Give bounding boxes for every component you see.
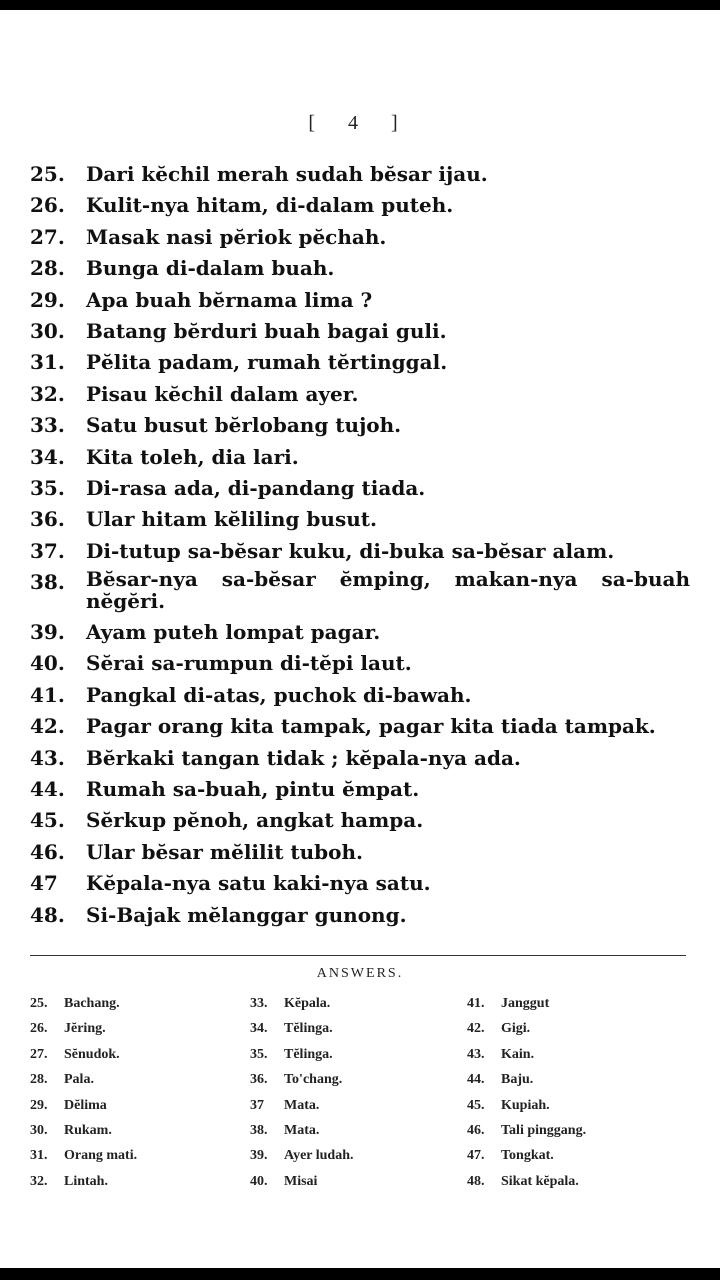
answer-item: [30, 1172, 230, 1197]
riddle-text: Apa buah bĕrnama lima ?: [86, 287, 373, 312]
riddle-item: [30, 869, 690, 900]
riddle-text: Pisau kĕchil dalam ayer.: [86, 381, 359, 406]
answer-item: [250, 1121, 450, 1146]
answer-text: Bachang.: [64, 996, 120, 1011]
riddle-item: [30, 160, 690, 191]
riddle-number: 31.: [30, 350, 65, 375]
answer-item: [467, 1121, 687, 1146]
answer-number: 30.: [30, 1122, 48, 1138]
answer-item: [30, 1019, 230, 1044]
answer-item: [467, 1096, 687, 1121]
riddle-text: Ular hitam kĕliling busut.: [86, 507, 377, 532]
answer-number: 27.: [30, 1046, 48, 1062]
riddle-number: 47: [30, 871, 58, 896]
answer-text: Sĕnudok.: [64, 1046, 120, 1062]
riddle-text: Kita toleh, dia lari.: [86, 444, 299, 469]
answer-text: Pala.: [64, 1072, 94, 1088]
answer-number: 34.: [250, 1021, 268, 1037]
answers-column-2: [250, 994, 450, 1197]
riddle-number: 35.: [30, 475, 65, 500]
answer-text: Orang mati.: [64, 1148, 138, 1164]
answer-number: 37: [250, 1097, 264, 1113]
answer-text: Janggut: [501, 996, 550, 1011]
riddle-item: [30, 838, 690, 869]
riddle-number: 30.: [30, 318, 65, 343]
answer-number: 44.: [467, 1072, 485, 1088]
riddle-item: [30, 505, 690, 536]
riddle-text: Satu busut bĕrlobang tujoh.: [86, 413, 402, 438]
riddle-text: Pangkal di-atas, puchok di-bawah.: [86, 682, 472, 707]
answer-item: [467, 994, 687, 1019]
answer-number: 38.: [250, 1122, 268, 1138]
riddle-text: Sĕrai sa-rumpun di-tĕpi laut.: [86, 651, 412, 676]
riddle-number: 32.: [30, 381, 65, 406]
answers-column-3: [467, 994, 687, 1197]
answer-number: 36.: [250, 1072, 268, 1088]
riddle-number: 37.: [30, 538, 65, 563]
riddle-item: [30, 537, 690, 568]
answer-text: Gigi.: [501, 1021, 531, 1037]
riddle-text: Pagar orang kita tampak, pagar kita tiada tampak.: [86, 714, 656, 739]
answer-number: 43.: [467, 1046, 485, 1062]
answer-number: 28.: [30, 1072, 48, 1088]
answer-text: Mata.: [284, 1097, 320, 1113]
riddle-item: [30, 286, 690, 317]
answer-item: [30, 1045, 230, 1070]
answer-text: Tongkat.: [501, 1148, 554, 1164]
top-black-bar: [0, 0, 720, 10]
riddle-text: Sĕrkup pĕnoh, angkat hampa.: [86, 808, 424, 833]
answer-text: Lintah.: [64, 1173, 108, 1189]
answer-text: Tali pinggang.: [501, 1122, 587, 1138]
answer-number: 39.: [250, 1148, 268, 1164]
riddle-number: 43.: [30, 745, 65, 770]
answer-item: [30, 1121, 230, 1146]
riddle-text: Rumah sa-buah, pintu ĕmpat.: [86, 777, 420, 802]
riddle-text: Si-Bajak mĕlanggar gunong.: [86, 902, 407, 927]
riddle-number: 27.: [30, 224, 65, 249]
answer-number: 41.: [467, 996, 485, 1011]
riddle-item: [30, 254, 690, 285]
riddle-text: Ayam puteh lompat pagar.: [86, 620, 381, 645]
riddle-item: [30, 744, 690, 775]
riddle-item: [30, 191, 690, 222]
riddle-text: Masak nasi pĕriok pĕchah.: [86, 224, 387, 249]
answer-item: [467, 1019, 687, 1044]
answer-text: Ayer ludah.: [284, 1148, 354, 1164]
answer-number: 47.: [467, 1148, 485, 1164]
riddle-number: 25.: [30, 162, 65, 186]
answer-text: Kĕpala.: [284, 996, 331, 1011]
answer-number: 40.: [250, 1173, 268, 1189]
riddle-item: [30, 712, 690, 743]
riddle-number: 34.: [30, 444, 65, 469]
riddle-number: 46.: [30, 839, 65, 864]
answer-item: [250, 1019, 450, 1044]
answer-number: 32.: [30, 1173, 48, 1189]
answer-text: Kupiah.: [501, 1097, 550, 1113]
answer-item: [250, 994, 450, 1019]
riddle-list: [30, 160, 690, 932]
answer-text: Tĕlinga.: [284, 1046, 333, 1062]
riddle-item: [30, 901, 690, 932]
answer-text: Rukam.: [64, 1122, 112, 1138]
riddle-number: 42.: [30, 714, 65, 739]
riddle-item: [30, 568, 690, 618]
riddle-item: [30, 411, 690, 442]
answer-number: 42.: [467, 1021, 485, 1037]
answer-text: Kain.: [501, 1046, 535, 1062]
riddle-number: 45.: [30, 808, 65, 833]
answer-number: 25.: [30, 996, 48, 1011]
answers-column-1: [30, 994, 230, 1197]
answer-number: 29.: [30, 1097, 48, 1113]
answer-text: To'chang.: [284, 1072, 343, 1088]
answer-item: [467, 1070, 687, 1095]
riddle-item: [30, 649, 690, 680]
answer-text: Tĕlinga.: [284, 1021, 333, 1037]
bottom-black-bar: [0, 1268, 720, 1280]
riddle-number: 40.: [30, 651, 65, 676]
riddle-text: Di-rasa ada, di-pandang tiada.: [86, 475, 426, 500]
answer-item: [30, 994, 230, 1019]
answer-text: Misai: [284, 1173, 318, 1189]
answers-heading: ANSWERS.: [316, 966, 404, 981]
riddle-text: Di-tutup sa-bĕsar kuku, di-buka sa-bĕsar alam.: [86, 538, 615, 563]
answer-item: [250, 1070, 450, 1095]
riddle-item: [30, 223, 690, 254]
answer-item: [250, 1045, 450, 1070]
riddle-number: 36.: [30, 507, 65, 532]
riddle-number: 41.: [30, 682, 65, 707]
answer-number: 45.: [467, 1097, 485, 1113]
riddle-text: Batang bĕrduri buah bagai guli.: [86, 318, 447, 343]
riddle-item: [30, 348, 690, 379]
answer-number: 31.: [30, 1148, 48, 1164]
riddle-text: Kulit-nya hitam, di-dalam puteh.: [86, 193, 454, 218]
riddle-item: [30, 443, 690, 474]
answer-number: 33.: [250, 996, 268, 1011]
answer-text: Jĕring.: [64, 1021, 106, 1037]
answer-text: Sikat kĕpala.: [501, 1173, 579, 1189]
riddle-text: Bĕsar-nya sa-bĕsar ĕmping, makan-nya sa-buah nĕgĕri.: [86, 567, 690, 614]
answer-text: Dĕlima: [64, 1097, 107, 1113]
riddle-number: 38.: [30, 570, 65, 595]
answer-number: 46.: [467, 1122, 485, 1138]
riddle-item: [30, 806, 690, 837]
riddle-number: 28.: [30, 256, 65, 281]
riddle-item: [30, 618, 690, 649]
answer-item: [30, 1146, 230, 1171]
riddle-number: 39.: [30, 620, 65, 645]
riddle-text: Ular bĕsar mĕlilit tuboh.: [86, 839, 364, 864]
riddle-text: Bĕrkaki tangan tidak ; kĕpala-nya ada.: [86, 745, 521, 770]
riddle-number: 29.: [30, 287, 65, 312]
riddle-item: [30, 380, 690, 411]
riddle-text: Kĕpala-nya satu kaki-nya satu.: [86, 871, 431, 896]
answer-item: [250, 1146, 450, 1171]
answer-item: [250, 1096, 450, 1121]
answer-item: [250, 1172, 450, 1197]
answer-number: 26.: [30, 1021, 48, 1037]
answer-item: [467, 1146, 687, 1171]
riddle-text: Dari kĕchil merah sudah bĕsar ijau.: [86, 162, 488, 186]
riddle-number: 33.: [30, 413, 65, 438]
section-divider: [30, 955, 686, 956]
riddle-number: 48.: [30, 902, 65, 927]
riddle-item: [30, 681, 690, 712]
answer-number: 35.: [250, 1046, 268, 1062]
answer-text: Baju.: [501, 1072, 534, 1088]
answer-item: [467, 1045, 687, 1070]
answer-item: [30, 1070, 230, 1095]
riddle-number: 44.: [30, 777, 65, 802]
riddle-item: [30, 474, 690, 505]
page-number: [ 4 ]: [308, 112, 412, 134]
riddle-number: 26.: [30, 193, 65, 218]
riddle-text: Bunga di-dalam buah.: [86, 256, 335, 281]
answer-number: 48.: [467, 1173, 485, 1189]
riddle-item: [30, 775, 690, 806]
riddle-text: Pĕlita padam, rumah tĕrtinggal.: [86, 350, 448, 375]
riddle-item: [30, 317, 690, 348]
answer-item: [467, 1172, 687, 1197]
answer-text: Mata.: [284, 1122, 320, 1138]
answer-item: [30, 1096, 230, 1121]
